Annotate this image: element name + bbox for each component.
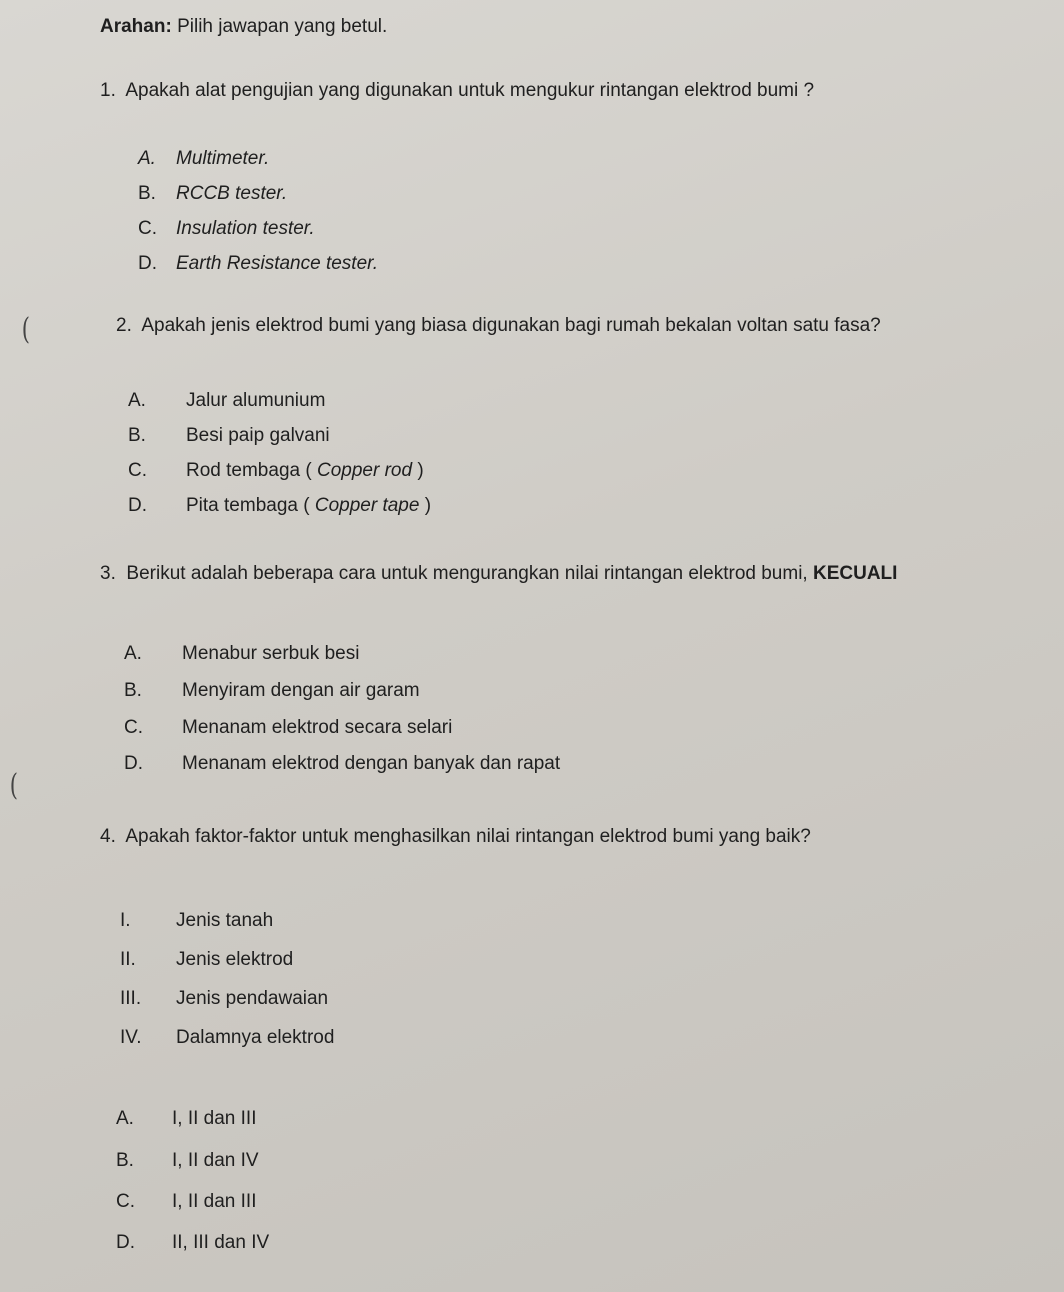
option-letter: D. xyxy=(128,495,147,516)
q1-option-d[interactable] xyxy=(138,253,378,275)
q4-option-c[interactable] xyxy=(116,1191,257,1213)
question-1-number: 1. xyxy=(100,80,116,101)
question-4-number: 4. xyxy=(100,826,116,847)
question-4 xyxy=(100,826,811,848)
q2-option-c[interactable] xyxy=(128,460,424,482)
q4-factor-3 xyxy=(120,988,328,1010)
question-2-text: Apakah jenis elektrod bumi yang biasa digunakan bagi rumah bekalan voltan satu fasa? xyxy=(141,315,881,336)
question-3-number: 3. xyxy=(100,563,116,584)
instruction-label: Arahan: xyxy=(100,16,172,37)
option-text: Menanam elektrod dengan banyak dan rapat xyxy=(182,753,561,774)
q4-factor-2 xyxy=(120,949,293,971)
q1-option-b[interactable] xyxy=(138,183,287,205)
option-text: Menabur serbuk besi xyxy=(182,643,360,664)
q3-option-d[interactable] xyxy=(124,753,560,775)
option-text: II, III dan IV xyxy=(172,1232,270,1253)
q2-margin-mark: ( xyxy=(21,312,30,347)
factor-numeral: II. xyxy=(120,949,136,970)
option-letter: A. xyxy=(138,148,156,169)
option-letter: A. xyxy=(124,643,142,664)
question-2-number: 2. xyxy=(116,315,132,336)
option-letter: B. xyxy=(138,183,156,204)
q1-option-c[interactable] xyxy=(138,218,315,240)
q4-factor-1 xyxy=(120,910,273,932)
question-1-text: Apakah alat pengujian yang digunakan untuk mengukur rintangan elektrod bumi ? xyxy=(125,80,815,101)
instruction xyxy=(100,16,387,38)
option-text: Earth Resistance tester. xyxy=(176,253,379,274)
option-letter: D. xyxy=(116,1232,135,1253)
option-letter: B. xyxy=(124,680,142,701)
option-letter: B. xyxy=(116,1150,134,1171)
option-text: Menyiram dengan air garam xyxy=(182,680,420,701)
q3-margin-mark: ( xyxy=(9,768,18,803)
option-text: I, II dan III xyxy=(172,1108,257,1129)
option-letter: A. xyxy=(116,1108,134,1129)
option-text: Jalur alumunium xyxy=(186,390,326,411)
option-letter: D. xyxy=(138,253,157,274)
option-italic: Copper rod xyxy=(316,460,413,481)
question-1 xyxy=(100,80,814,102)
q3-option-b[interactable] xyxy=(124,680,420,702)
option-text: Pita tembaga ( xyxy=(186,495,310,516)
option-letter: A. xyxy=(128,390,146,411)
option-letter: C. xyxy=(128,460,147,481)
question-3-text: Berikut adalah beberapa cara untuk mengurangkan nilai rintangan elektrod bumi, xyxy=(126,563,808,584)
option-text: Multimeter. xyxy=(176,148,270,169)
q4-option-d[interactable] xyxy=(116,1232,269,1254)
option-after: ) xyxy=(424,495,432,516)
factor-text: Jenis elektrod xyxy=(176,949,294,970)
factor-numeral: IV. xyxy=(120,1027,142,1048)
option-letter: C. xyxy=(116,1191,135,1212)
q4-factor-4 xyxy=(120,1027,334,1049)
option-text: Insulation tester. xyxy=(176,218,315,239)
option-after: ) xyxy=(417,460,424,481)
factor-numeral: I. xyxy=(120,910,131,931)
q3-option-a[interactable] xyxy=(124,643,359,665)
option-letter: C. xyxy=(138,218,157,239)
q4-option-a[interactable] xyxy=(116,1108,257,1130)
factor-text: Dalamnya elektrod xyxy=(176,1027,335,1048)
option-letter: C. xyxy=(124,717,143,738)
question-4-text: Apakah faktor-faktor untuk menghasilkan nilai rintangan elektrod bumi yang baik? xyxy=(125,826,811,847)
instruction-text: Pilih jawapan yang betul. xyxy=(177,16,388,37)
option-text: I, II dan IV xyxy=(172,1150,259,1171)
question-2 xyxy=(116,315,881,337)
question-3 xyxy=(100,563,897,585)
q2-option-a[interactable] xyxy=(128,390,325,412)
factor-numeral: III. xyxy=(120,988,142,1009)
q1-option-a[interactable] xyxy=(138,148,269,170)
factor-text: Jenis pendawaian xyxy=(176,988,329,1009)
option-text: Besi paip galvani xyxy=(186,425,330,446)
q3-option-c[interactable] xyxy=(124,717,452,739)
q2-option-d[interactable] xyxy=(128,495,431,517)
q2-option-b[interactable] xyxy=(128,425,330,447)
option-italic: Copper tape xyxy=(314,495,420,516)
option-text: Menanam elektrod secara selari xyxy=(182,717,453,738)
option-text: Rod tembaga ( xyxy=(186,460,312,481)
option-letter: B. xyxy=(128,425,146,446)
question-3-emphasis: KECUALI xyxy=(812,563,898,584)
factor-text: Jenis tanah xyxy=(176,910,274,931)
option-text: RCCB tester. xyxy=(176,183,288,204)
q4-option-b[interactable] xyxy=(116,1150,259,1172)
option-letter: D. xyxy=(124,753,143,774)
option-text: I, II dan III xyxy=(172,1191,257,1212)
